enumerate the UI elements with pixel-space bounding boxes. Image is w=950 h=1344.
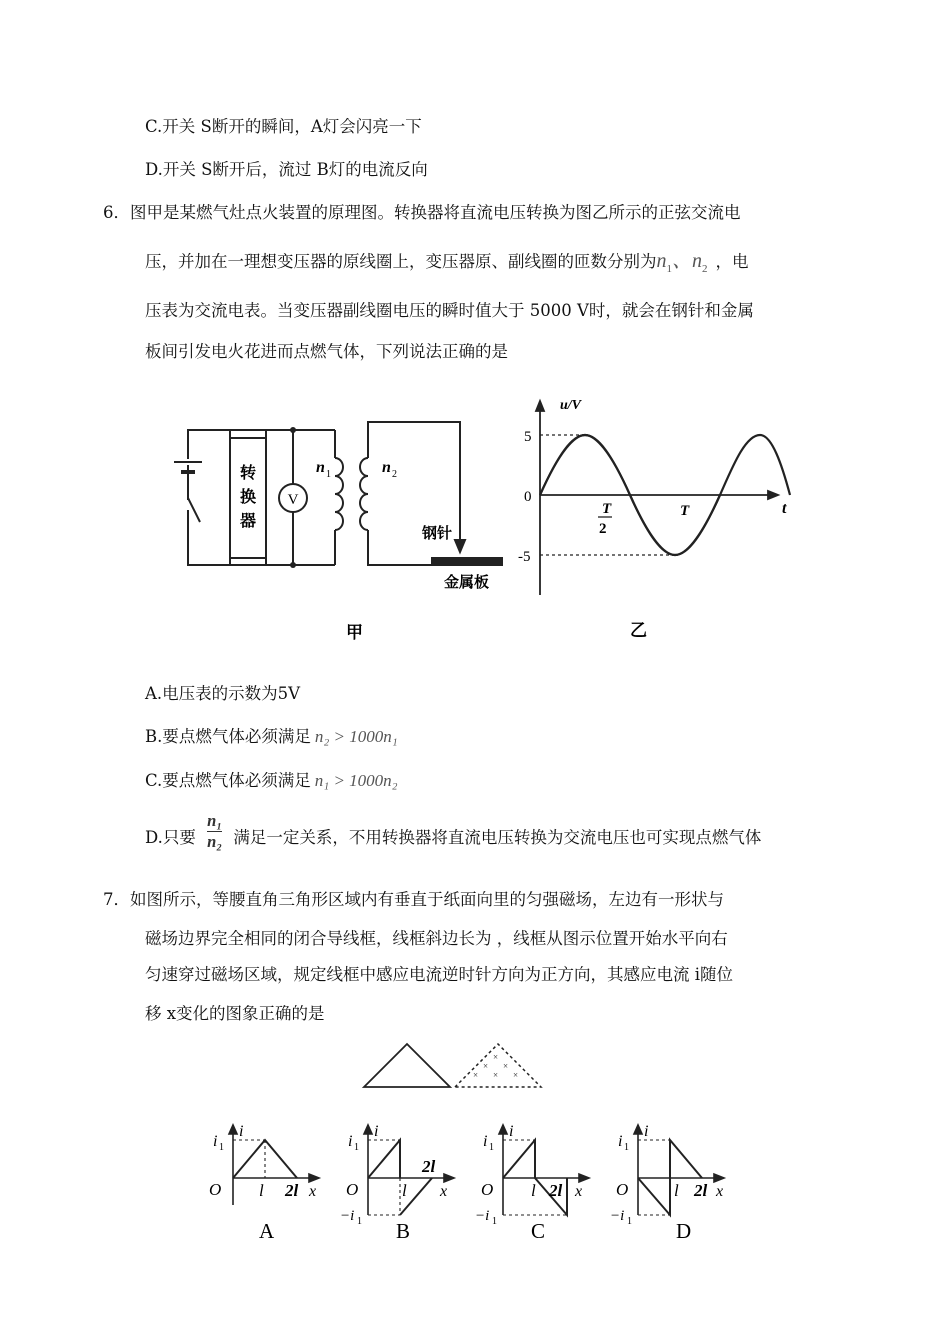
tick-period-t: T [680, 503, 690, 519]
x-axis-label: x [440, 1183, 448, 1200]
origin-label: O [346, 1180, 359, 1199]
i-axis-label: i [644, 1123, 649, 1140]
option-label-b: B [396, 1219, 411, 1243]
q6-stem-line2 [145, 251, 749, 279]
l-tick: l [531, 1181, 536, 1200]
coil-n1-sub: 1 [326, 469, 331, 480]
q6-stem-line2-text: 压，并加在一理想变压器的原线圈上，变压器原、副线圈的匝数分别为 [145, 252, 657, 271]
q6-option-a: A.电压表的示数为5V [145, 684, 301, 703]
q6-option-d [145, 811, 762, 851]
q6-option-c [145, 771, 398, 791]
neg-i1-sub: 1 [492, 1216, 497, 1227]
l-tick: l [674, 1181, 679, 1200]
x-axis-label: x [716, 1183, 724, 1200]
magnetic-field-region [455, 1044, 541, 1087]
i1-sub: 1 [354, 1142, 359, 1153]
plate-label: 金属板 [444, 575, 490, 591]
q6-stem-line2-end: ，电 [715, 252, 749, 271]
needle-label: 钢针 [422, 526, 453, 542]
neg-i1-label: −i [475, 1208, 490, 1224]
option-label-c: C [531, 1219, 546, 1243]
q6-option-c-math: n₁ > 1000n₂ [314, 771, 398, 790]
x-axis-label: t [782, 500, 787, 517]
q6-turns-symbols: $n_1$、$n_2$ [656, 250, 708, 275]
coil-n2-label: n [382, 459, 391, 476]
graph-option-a [205, 1120, 330, 1245]
l-tick: l [402, 1181, 407, 1200]
tick-zero: 0 [524, 489, 532, 505]
i1-sub: 1 [219, 1142, 224, 1153]
fraction-numerator: n₁ [207, 811, 223, 830]
y-axis-label: u/V [560, 398, 582, 413]
q6-option-d-fraction [207, 812, 222, 851]
field-mark: × [493, 1070, 499, 1080]
neg-i1-sub: 1 [627, 1216, 632, 1227]
q7-stem-line3: 匀速穿过磁场区域，规定线框中感应电流逆时针方向为正方向，其感应电流 i随位 [145, 965, 734, 984]
q5-option-d: D.开关 S断开后，流过 B灯的电流反向 [145, 160, 428, 179]
q6-option-d-suffix: 满足一定关系，不用转换器将直流电压转换为交流电压也可实现点燃气体 [233, 828, 762, 847]
field-mark: × [483, 1061, 489, 1071]
q7-stem-line4: 移 x变化的图象正确的是 [145, 1004, 325, 1023]
converter-char-3: 器 [239, 513, 257, 530]
q6-option-b [145, 727, 398, 747]
field-mark: × [473, 1070, 479, 1080]
q7-stem-line1: 7．如图所示，等腰直角三角形区域内有垂直于纸面向里的匀强磁场，左边有一形状与 [103, 890, 724, 909]
option-label-d: D [676, 1219, 692, 1243]
i-axis-label: i [374, 1123, 379, 1140]
figure-yi-caption: 乙 [630, 621, 647, 640]
figure-jia-caption: 甲 [346, 623, 363, 642]
graph-option-b [340, 1120, 465, 1245]
q5-option-c: C.开关 S断开的瞬间，A灯会闪亮一下 [145, 117, 422, 136]
x-axis-label: x [309, 1183, 317, 1200]
i1-label: i [213, 1133, 218, 1150]
converter-char-2: 换 [239, 489, 257, 506]
origin-label: O [209, 1180, 222, 1199]
neg-i1-label: −i [610, 1208, 625, 1224]
origin-label: O [616, 1180, 629, 1199]
sine-wave-graph-yi [510, 395, 800, 650]
q6-stem-line4: 板间引发电火花进而点燃气体，下列说法正确的是 [145, 342, 508, 361]
q6-stem-line1: 6．图甲是某燃气灶点火装置的原理图。转换器将直流电压转换为图乙所示的正弦交流电 [103, 203, 741, 222]
2l-tick: 2l [285, 1181, 299, 1200]
origin-label: O [481, 1180, 494, 1199]
tick-bottom: -5 [518, 549, 531, 565]
field-mark: × [513, 1070, 519, 1080]
tick-half-t-num: T [602, 501, 612, 517]
field-mark: × [493, 1052, 499, 1062]
x-axis-label: x [575, 1183, 583, 1200]
fraction-denominator: n₂ [207, 832, 223, 851]
neg-i1-sub: 1 [357, 1216, 362, 1227]
i1-label: i [348, 1133, 353, 1150]
i1-label: i [618, 1133, 623, 1150]
l-tick: l [259, 1181, 264, 1200]
2l-tick: 2l [694, 1181, 708, 1200]
q6-option-b-text: B.要点燃气体必须满足 [145, 727, 311, 746]
i-axis-label: i [239, 1123, 244, 1140]
option-label-a: A [259, 1219, 275, 1243]
converter-char-1: 转 [239, 465, 257, 482]
graph-option-c [475, 1120, 600, 1245]
coil-n1-label: n [316, 459, 325, 476]
q6-option-d-prefix: D.只要 [145, 828, 196, 847]
2l-tick: 2l [422, 1157, 436, 1176]
neg-i1-label: −i [340, 1208, 355, 1224]
coil-n2-sub: 2 [392, 469, 397, 480]
graph-option-d [610, 1120, 735, 1245]
loop-and-field-figure [360, 1038, 550, 1092]
i1-sub: 1 [489, 1142, 494, 1153]
tick-top: 5 [524, 429, 532, 445]
i1-sub: 1 [624, 1142, 629, 1153]
q7-stem-line2: 磁场边界完全相同的闭合导线框，线框斜边长为 ，线框从图示位置开始水平向右 [145, 929, 728, 948]
i1-label: i [483, 1133, 488, 1150]
q6-option-b-math: n₂ > 1000n₁ [314, 727, 398, 746]
circuit-diagram-jia [160, 410, 520, 650]
q6-option-c-text: C.要点燃气体必须满足 [145, 771, 311, 790]
wire-loop-triangle [364, 1044, 450, 1087]
field-mark: × [503, 1061, 509, 1071]
i-axis-label: i [509, 1123, 514, 1140]
2l-tick: 2l [549, 1181, 563, 1200]
voltmeter-label: V [287, 492, 299, 508]
q6-stem-line3: 压表为交流电表。当变压器副线圈电压的瞬时值大于 5000 V时，就会在钢针和金属 [145, 301, 754, 320]
tick-half-t-den: 2 [599, 521, 607, 537]
